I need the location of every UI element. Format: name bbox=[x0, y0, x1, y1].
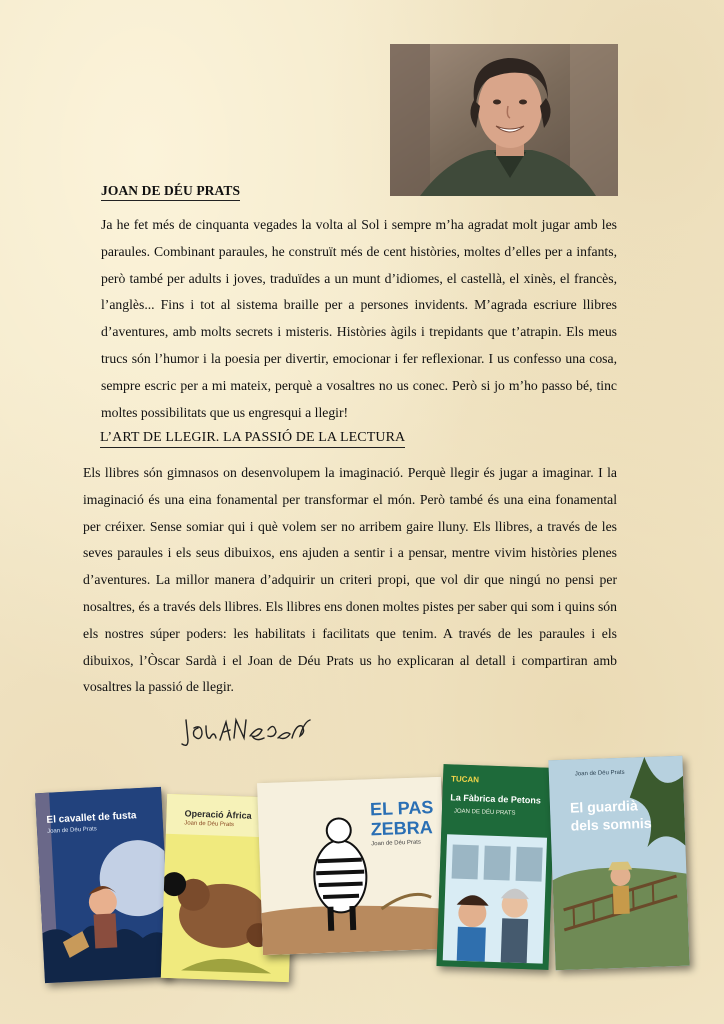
book-author: Joan de Déu Prats bbox=[46, 826, 97, 835]
book-title-line1: EL PAS bbox=[369, 797, 434, 820]
book-author: Joan de Déu Prats bbox=[184, 820, 235, 829]
book-title-line1: El guardià bbox=[569, 797, 638, 816]
author-bio: Ja he fet més de cinquanta vegades la volta al Sol i sempre m’ha agradat molt jugar amb les paraules. Combinant paraules, he construït més de cent històries, moltes d’elles per a infants, però també per adults i joves, traduïdes a un munt d’idiomes, el castellà, el xinès, el francès, l’anglès... Fins i tot al sistema braille per a persones invidents. M’agrada escriure llibres d’aventures, amb molts secrets i misteris. Històries àgils i trepidants que t’atrapin. Els meus trucs són l’humor i la poesia per divertir, emocionar i fer reflexionar. I us confesso una cosa, sempre escric per a mi mateix, perquè a vosaltres no us conec. Però si jo m’ho passo bé, tinc moltes possibilitats que us engresqui a llegir! bbox=[101, 217, 617, 420]
reading-text: Els llibres són gimnasos on desenvolupem la imaginació. Perquè llegir és jugar a imaginar. I la imaginació és una eina fonamental per transformar el món. Però també és una eina fonamental per créixer. Sense somiar qui i què volem ser no arribem gaire lluny. Els llibres, a través de les seves paraules i els seus dibuixos, ens ajuden a sentir i a pensar, mentre vivim històries plenes d’aventures. La millor manera d’adquirir un criteri propi, que vol dir que ningú no pensi per nosaltres, és a través dels llibres. Els llibres ens donen moltes pistes per saber qui som i quins són els nostres súper poders: les habilitats i facilitats que tenim. A través de les paraules i els dibuixos, l’Òscar Sardà i el Joan de Déu Prats us ho explicaran al detall i compartiran amb vosaltres la passió de llegir. bbox=[83, 465, 617, 695]
book-title-line2: ZEBRA bbox=[370, 817, 434, 840]
book-cover-el-pas-zebra bbox=[257, 777, 447, 955]
book-covers bbox=[30, 740, 710, 1000]
book-title: La Fàbrica de Petons bbox=[450, 792, 542, 806]
book-cover-cavallet bbox=[35, 787, 171, 983]
book-author: Joan de Déu Prats bbox=[574, 769, 625, 778]
book-title: Operació Àfrica bbox=[184, 808, 252, 821]
book-title: El cavallet de fusta bbox=[46, 810, 137, 826]
book-title-line2: dels somnis bbox=[570, 814, 652, 834]
reading-heading: L’ART DE LLEGIR. LA PASSIÓ DE LA LECTURA bbox=[100, 430, 405, 448]
book-author: JOAN DE DÉU PRATS bbox=[453, 808, 516, 817]
author-photo bbox=[390, 44, 618, 196]
book-cover-fabrica-de-petons bbox=[437, 764, 556, 970]
book-author: Joan de Déu Prats bbox=[371, 839, 422, 848]
author-heading: JOAN DE DÉU PRATS bbox=[101, 183, 240, 201]
book-cover-guardia-dels-somnis bbox=[548, 756, 689, 971]
book-series: TUCAN bbox=[450, 774, 480, 785]
